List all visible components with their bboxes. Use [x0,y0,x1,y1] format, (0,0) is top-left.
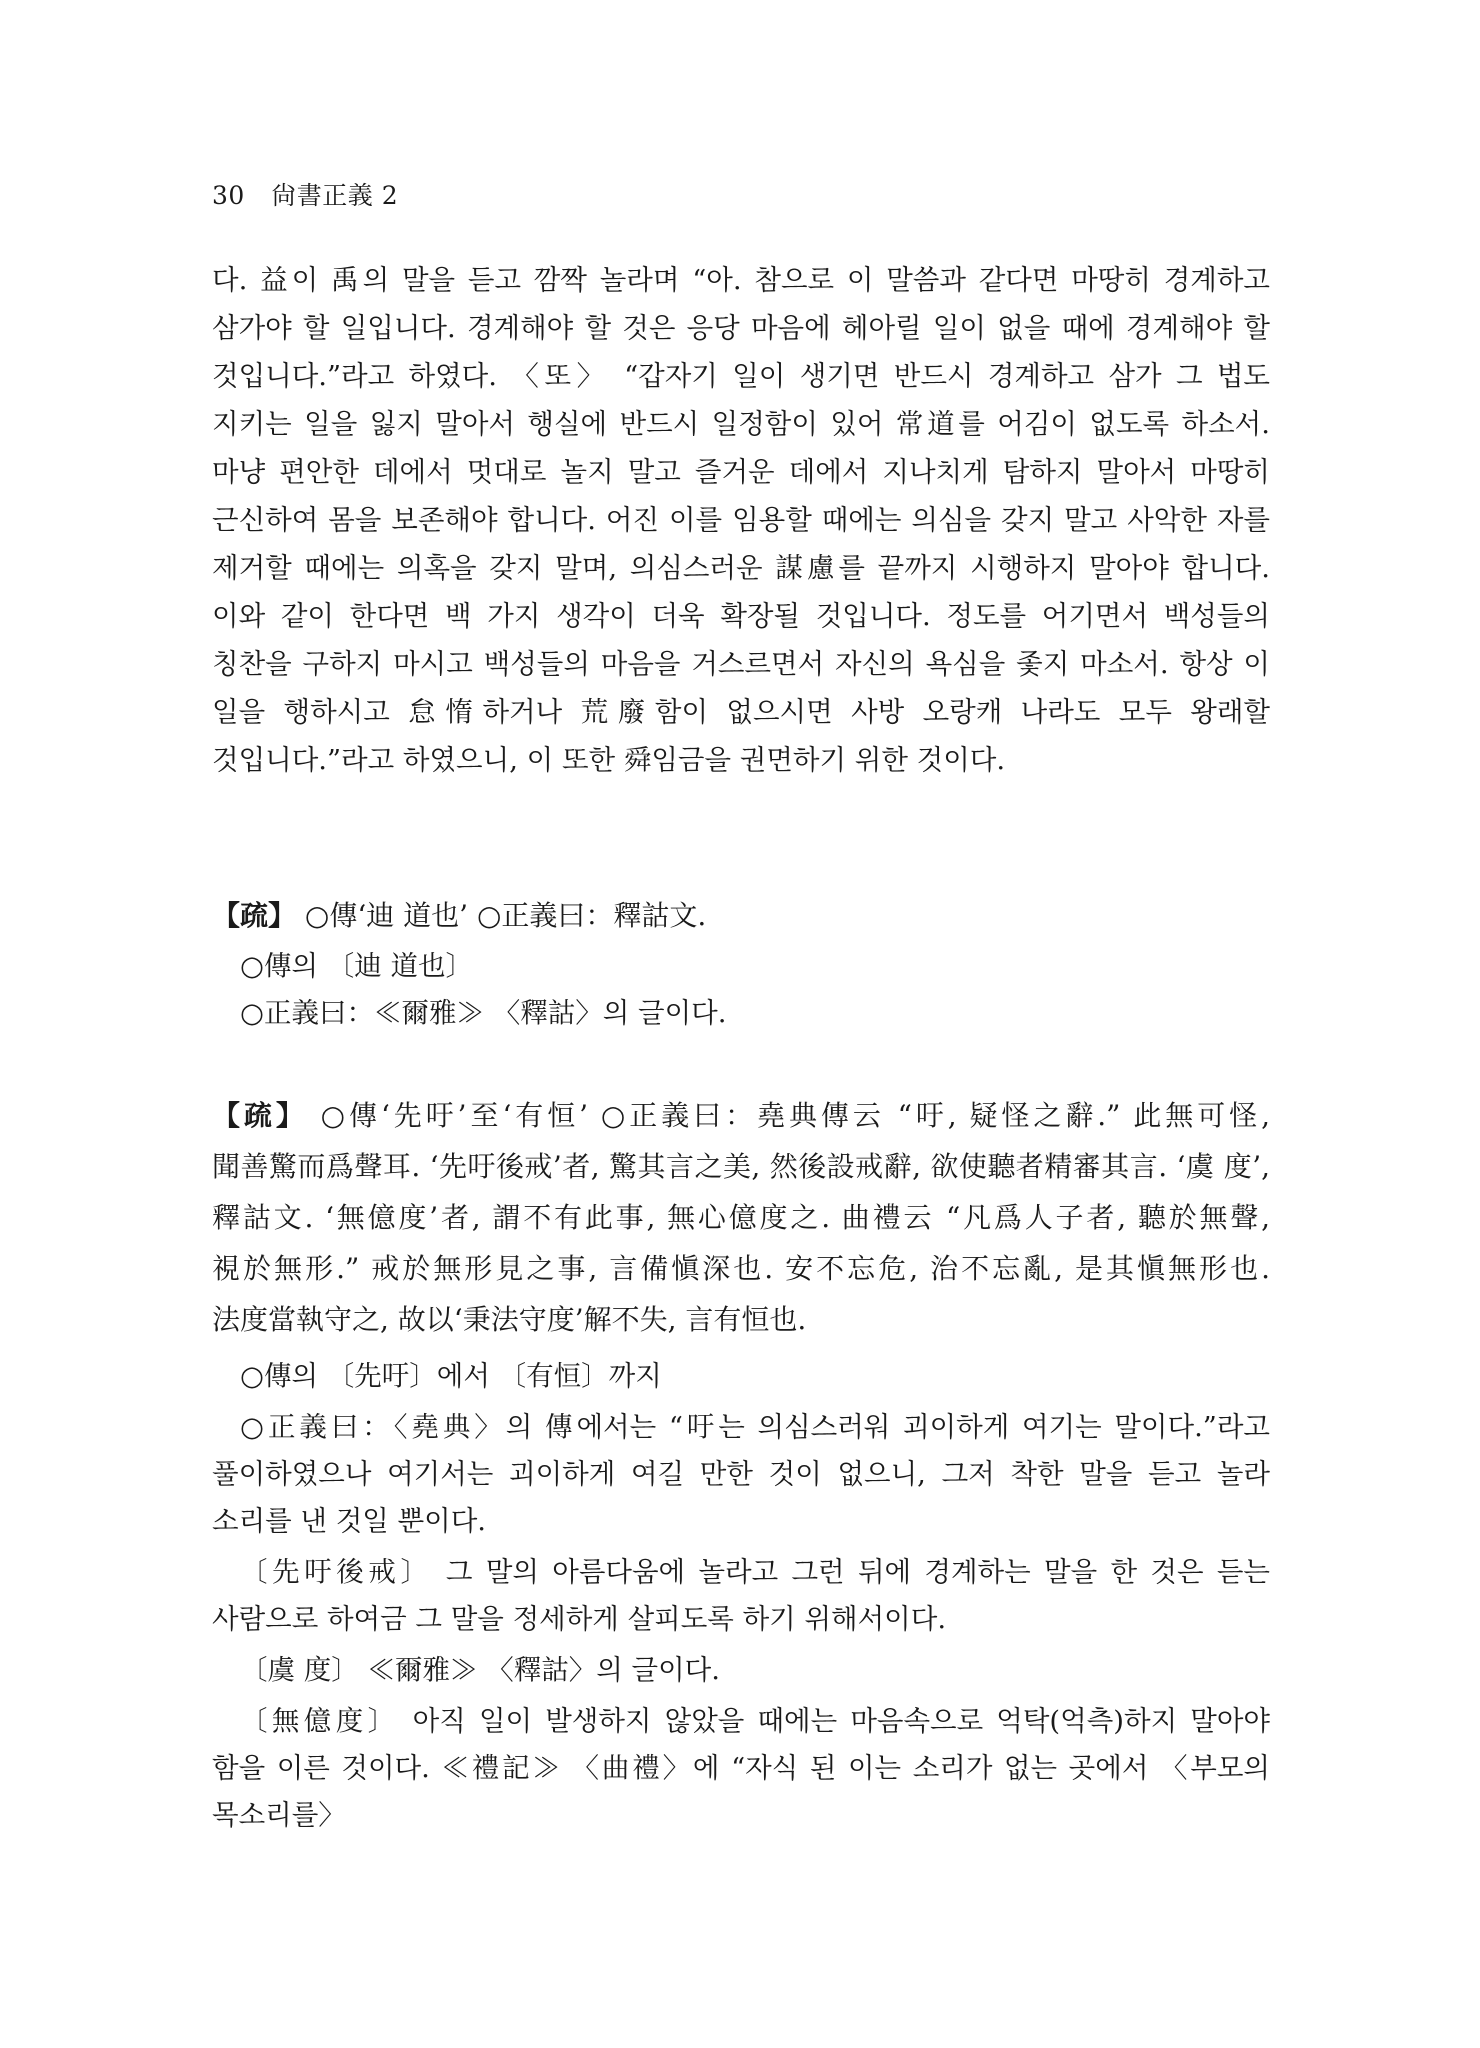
book-title: 尙書正義 2 [271,181,399,210]
commentary-original-2 [212,1090,1270,1345]
page-number: 30 [212,181,245,210]
commentary-translation-2 [212,1353,1270,1839]
translation-section [212,256,1270,784]
translation-paragraph: 다. 益이 禹의 말을 듣고 깜짝 놀라며 “아. 참으로 이 말씀과 같다면 마땅히 경계하고 삼가야 할 일입니다. 경계해야 할 것은 응당 마음에 헤아릴 일이 없을 때에 경계해야 할 것입니다.”라고 하였다. 〈또〉 “갑자기 일이 생기면 반드시 경계하고 삼가 그 법도 지키는 일을 잃지 말아서 행실에 반드시 일정함이 있어 常道를 어김이 없도록 하소서. 마냥 편안한 데에서 멋대로 놀지 말고 즐거운 데에서 지나치게 탐하지 말아서 마땅히 근신하여 몸을 보존해야 합니다. 어진 이를 임용할 때에는 의심을 갖지 말고 사악한 자를 제거할 때에는 의혹을 갖지 말며, 의심스러운 謀慮를 끝까지 시행하지 말아야 합니다. 이와 같이 한다면 백 가지 생각이 더욱 확장될 것입니다. 정도를 어기면서 백성들의 칭찬을 구하지 마시고 백성들의 마음을 거스르면서 자신의 욕심을 좇지 마소서. 항상 이 일을 행하시고 怠惰하거나 荒廢함이 없으시면 사방 오랑캐 나라도 모두 왕래할 것입니다.”라고 하였으니, 이 또한 舜임금을 권면하기 위한 것이다. [212,264,1270,776]
commentary-original-1 [212,890,1270,941]
commentary-line: ○正義曰：〈堯典〉의 傳에서는 “吁는 의심스러워 괴이하게 여기는 말이다.”라고 풀이하였으나 여기서는 괴이하게 여길 만한 것이 없으니, 그저 착한 말을 듣고 놀라 소리를 낸 것일 뿐이다. [212,1411,1270,1537]
commentary-section-1 [212,890,1270,1037]
commentary-translation-1 [212,943,1270,1037]
document-page [212,0,1270,2048]
commentary-line: ○傳의 〔迪 道也〕 [240,950,474,982]
commentary-line: 〔虞 度〕 ≪爾雅≫ 〈釋詁〉의 글이다. [240,1654,720,1686]
commentary-original-text: ○傳‘先吁’至‘有恒’ ○正義曰：堯典傳云 “吁, 疑怪之辭.” 此無可怪, 聞善驚而爲聲耳. ‘先吁後戒’者, 驚其言之美, 然後設戒辭, 欲使聽者精審其言. ‘虞 度’, 釋詁文. ‘無億度’者, 謂不有此事, 無心億度之. 曲禮云 “凡爲人子者, 聽於無聲, 視於無形.” 戒於無形見之事, 言備愼深也. 安不忘危, 治不忘亂, 是其愼無形也. 法度當執守之, 故以‘秉法守度’解不失, 言有恒也. [212,1099,1270,1336]
commentary-label: 【疏】 [212,899,297,932]
commentary-line: 〔無億度〕 아직 일이 발생하지 않았을 때에는 마음속으로 억탁(억측)하지 말아야 함을 이른 것이다. ≪禮記≫ 〈曲禮〉에 “자식 된 이는 소리가 없는 곳에서 〈부모의 목소리를〉 [212,1705,1270,1831]
commentary-section-2 [212,1090,1270,1839]
commentary-label: 【疏】 [212,1099,308,1132]
commentary-line: ○傳의 〔先吁〕에서 〔有恒〕까지 [240,1360,662,1392]
commentary-line: 〔先吁後戒〕 그 말의 아름다움에 놀라고 그런 뒤에 경계하는 말을 한 것은 듣는 사람으로 하여금 그 말을 정세하게 살피도록 하기 위해서이다. [212,1556,1270,1635]
commentary-original-text: ○傳‘迪 道也’ ○正義曰：釋詁文. [296,899,707,932]
commentary-line: ○正義曰：≪爾雅≫ 〈釋詁〉의 글이다. [240,997,727,1029]
running-header [212,176,398,212]
